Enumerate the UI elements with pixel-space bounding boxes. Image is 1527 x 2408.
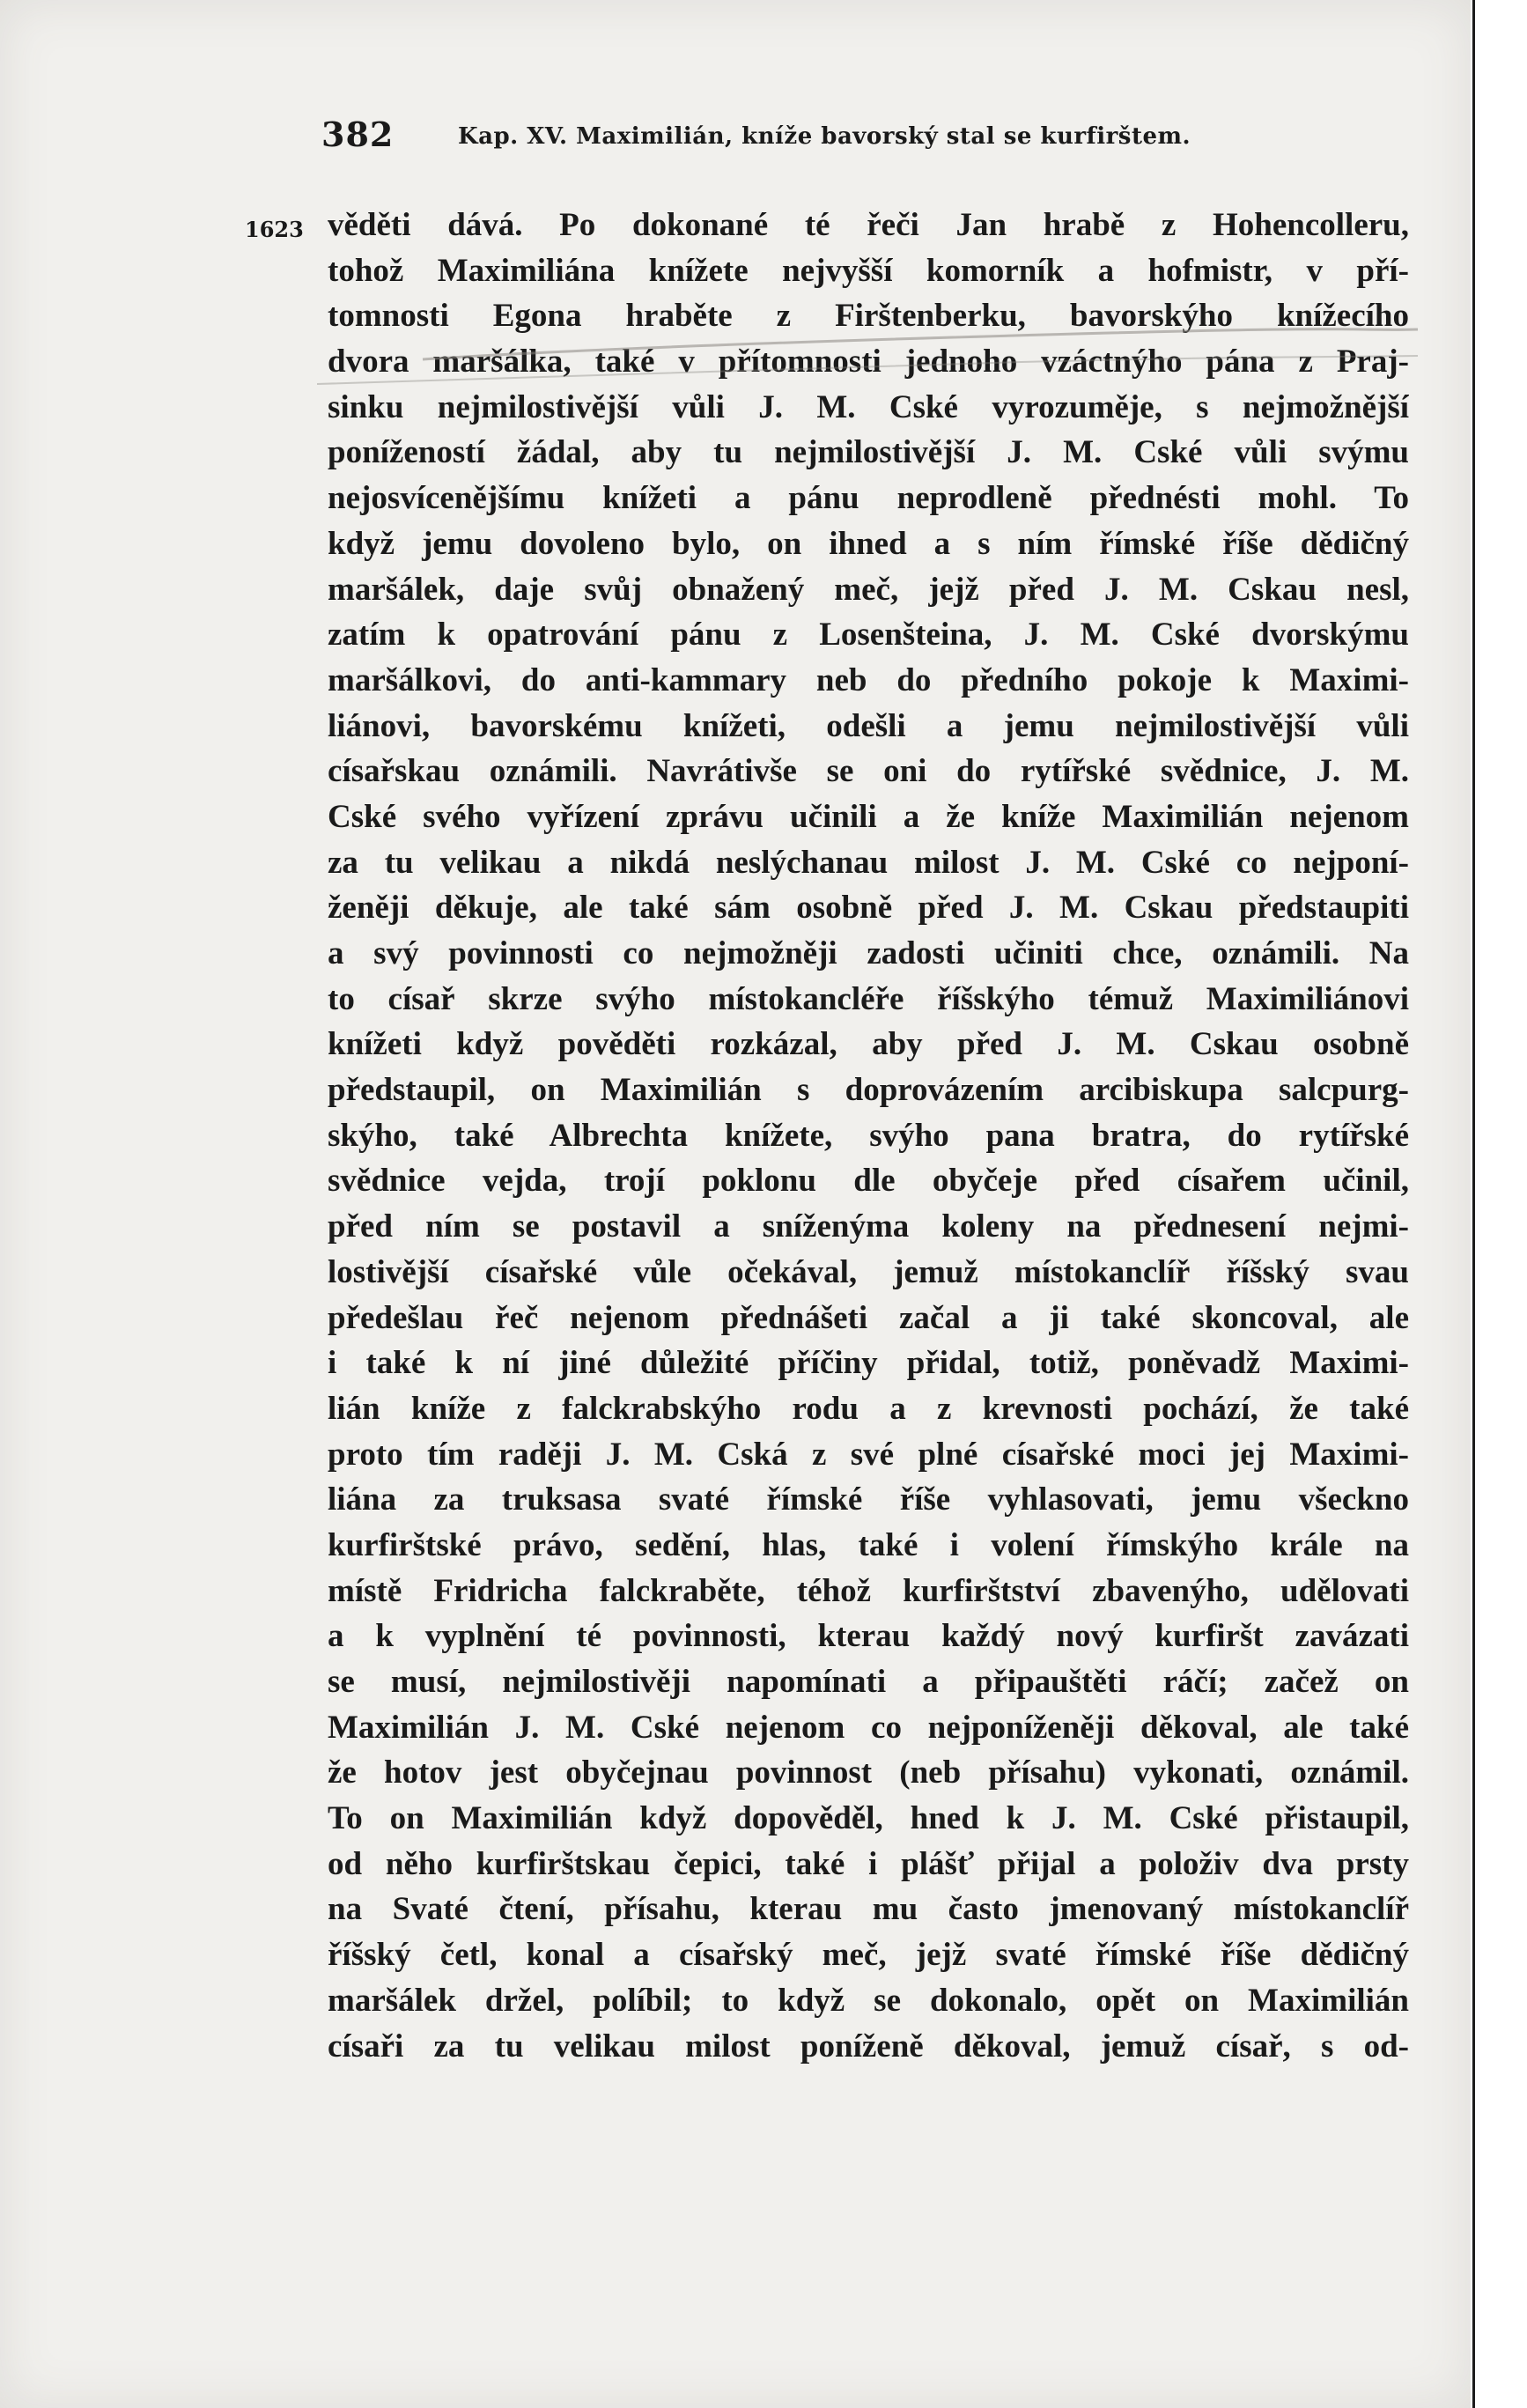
text-line: tohož Maximiliána knížete nejvyšší komorník a hofmistr, v pří- — [328, 252, 1409, 289]
text-line: a svý povinnosti co nejmožněji zadosti učiniti chce, oznámili. Na — [328, 935, 1409, 971]
page-number: 382 — [321, 114, 395, 154]
text-line: nejosvícenějšímu knížeti a pánu neprodleně přednésti mohl. To — [328, 480, 1409, 517]
text-line: Cské svého vyřízení zprávu učinili a že kníže Maximilián nejenom — [328, 798, 1409, 835]
text-line: ženěji děkuje, ale také sám osobně před J. M. Cskau předstaupiti — [328, 890, 1409, 927]
page-border-line — [1472, 0, 1475, 2408]
text-line: když jemu dovoleno bylo, on ihned a s ním římské říše dědičný — [328, 525, 1409, 562]
text-line: za tu velikau a nikdá neslýchanau milost J. M. Cské co nejponí- — [328, 844, 1409, 881]
text-line: to císař skrze svýho místokancléře říšskýho témuž Maximiliánovi — [328, 980, 1409, 1017]
body-text — [328, 203, 1409, 2069]
text-line: a k vyplnění té povinnosti, kterau každý nový kurfiršt zavázati — [328, 1618, 1409, 1655]
text-line: maršálek držel, políbil; to když se dokonalo, opět on Maximilián — [328, 1982, 1409, 2019]
text-line: dvora maršálka, také v přítomnosti jednoho vzáctnýho pána z Praj- — [328, 343, 1409, 380]
text-line: ponížeností žádal, aby tu nejmilostivější J. M. Cské vůli svýmu — [328, 434, 1409, 471]
text-line: svědnice vejda, trojí poklonu dle obyčeje před císařem učinil, — [328, 1163, 1409, 1200]
text-line: zatím k opatrování pánu z Losenšteina, J. M. Cské dvorskýmu — [328, 617, 1409, 654]
margin-year: 1623 — [245, 217, 304, 242]
text-line: liánovi, bavorskému knížeti, odešli a jemu nejmilostivější vůli — [328, 707, 1409, 744]
text-line: kurfirštské právo, sedění, hlas, také i volení římskýho krále na — [328, 1526, 1409, 1563]
text-line: i také k ní jiné důležité příčiny přidal, totiž, poněvadž Maximi- — [328, 1345, 1409, 1382]
text-line: císaři za tu velikau milost poníženě děkoval, jemuž císař, s od- — [328, 2028, 1409, 2065]
text-line: předešlau řeč nejenom přednášeti začal a ji také skoncoval, ale — [328, 1299, 1409, 1336]
text-line: říšský četl, konal a císařský meč, jejž svaté římské říše dědičný — [328, 1937, 1409, 1974]
text-line: liána za truksasa svaté římské říše vyhlasovati, jemu všeckno — [328, 1481, 1409, 1518]
text-line: maršálek, daje svůj obnažený meč, jejž před J. M. Cskau nesl, — [328, 571, 1409, 608]
text-line: tomnosti Egona hraběte z Firštenberku, bavorskýho knížecího — [328, 298, 1409, 335]
text-line: lostivější císařské vůle očekával, jemuž místokanclíř říšský svau — [328, 1253, 1409, 1290]
text-line: na Svaté čtení, přísahu, kterau mu často jmenovaný místokanclíř — [328, 1891, 1409, 1928]
text-line: Maximilián J. M. Cské nejenom co nejponíženěji děkoval, ale také — [328, 1709, 1409, 1746]
text-line: To on Maximilián když dopověděl, hned k J. M. Cské přistaupil, — [328, 1800, 1409, 1837]
text-line: proto tím raději J. M. Cská z své plné císařské moci jej Maximi- — [328, 1436, 1409, 1473]
text-line: před ním se postavil a sníženýma koleny na přednesení nejmi- — [328, 1208, 1409, 1245]
text-line: lián kníže z falckrabskýho rodu a z krevnosti pochází, že také — [328, 1390, 1409, 1427]
text-line: císařskau oznámili. Navrátivše se oni do rytířské svědnice, J. M. — [328, 753, 1409, 790]
page-header — [321, 114, 1422, 167]
text-line: že hotov jest obyčejnau povinnost (neb přísahu) vykonati, oznámil. — [328, 1754, 1409, 1791]
text-line: skýho, také Albrechta knížete, svýho pana bratra, do rytířské — [328, 1117, 1409, 1154]
running-title: Kap. XV. Maximilián, kníže bavorský stal se kurfirštem. — [458, 123, 1191, 150]
text-line: předstaupil, on Maximilián s doprovázením arcibiskupa salcpurg- — [328, 1072, 1409, 1109]
text-line: od něho kurfirštskau čepici, také i plášť přijal a položiv dva prsty — [328, 1845, 1409, 1882]
text-line: věděti dává. Po dokonané té řeči Jan hrabě z Hohencolleru, — [328, 207, 1409, 243]
text-line: knížeti když pověděti rozkázal, aby před J. M. Cskau osobně — [328, 1026, 1409, 1063]
text-line: místě Fridricha falckraběte, téhož kurfirštství zbavenýho, udělovati — [328, 1572, 1409, 1609]
page-edge — [1471, 0, 1527, 2408]
text-line: se musí, nejmilostivěji napomínati a připauštěti ráčí; začež on — [328, 1664, 1409, 1700]
text-line: maršálkovi, do anti-kammary neb do předního pokoje k Maximi- — [328, 661, 1409, 698]
text-line: sinku nejmilostivější vůli J. M. Cské vyrozuměje, s nejmožnější — [328, 388, 1409, 425]
